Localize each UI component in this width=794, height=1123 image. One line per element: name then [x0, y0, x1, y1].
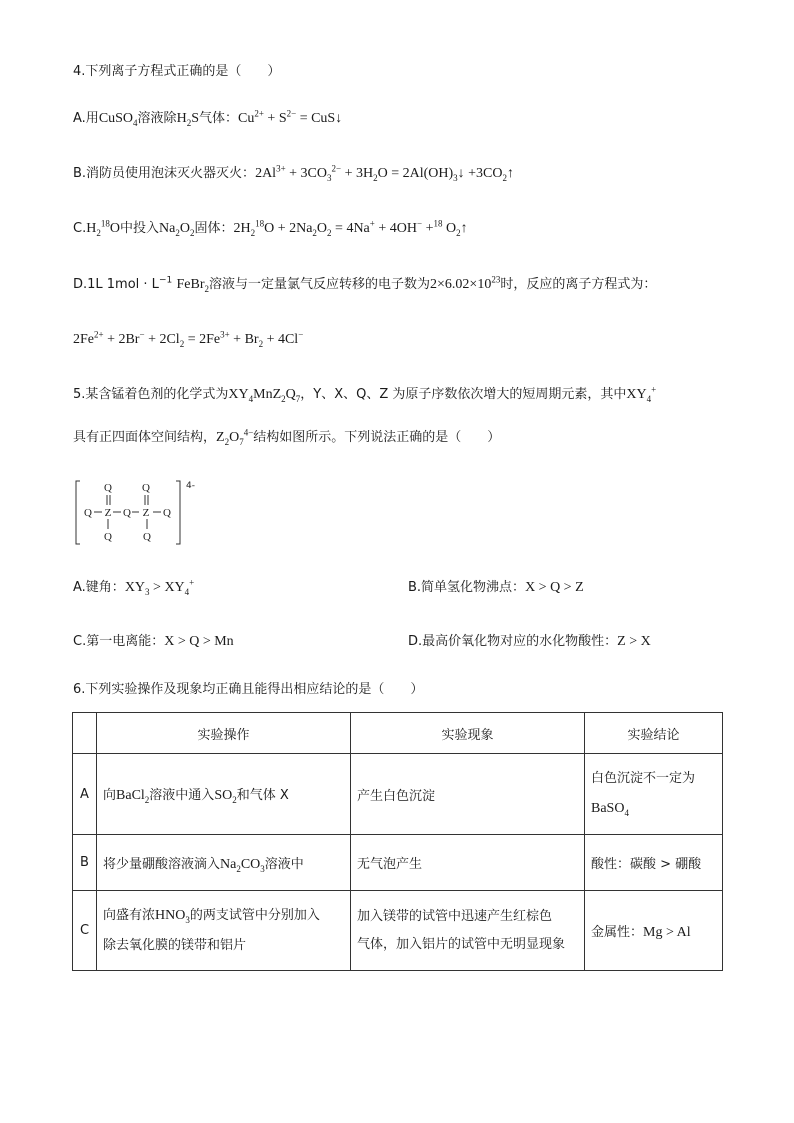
atom-q-bottom-right: Q — [143, 531, 151, 543]
table-row — [73, 754, 723, 835]
table-header-empty — [73, 713, 97, 754]
row-operation: 向BaCl$_2$溶液中通入$SO_2$和气体 X — [97, 754, 351, 835]
atom-q-bottom-left: Q — [104, 531, 112, 543]
q4-option-d: D.1L $1mol \cdot L^{-1}$ FeBr$_2$溶液与一定量氯气反应转移的电子数为$2\times 6.02\times 10^{23}$时，反应的离子方程式为： — [73, 274, 657, 294]
row-conclusion: 酸性：碳酸 > 硼酸 — [585, 835, 723, 891]
atom-q-top-right: Q — [142, 482, 150, 494]
table-header-conclusion: 实验结论 — [585, 713, 723, 754]
atom-q-left: Q — [84, 507, 92, 519]
table-row — [73, 835, 723, 891]
row-label: C — [73, 891, 97, 971]
q5-stem-line1: 5.某含锰着色剂的化学式为$XY_4MnZ_2Q_7$，Y、X、Q、Z 为原子序数依次增大的短周期元素，其中$XY_4^+$ — [73, 384, 657, 404]
z2q7-structure-diagram — [73, 478, 213, 548]
table-row — [73, 891, 723, 971]
row-phenomenon: 加入镁带的试管中迅速产生红棕色 气体，加入铝片的试管中无明显现象 — [351, 891, 585, 971]
q4-option-a: A.用CuSO$_4$溶液除$H_2S$气体：$Cu^{2+} + S^{2-}$ = CuS↓ — [73, 108, 343, 128]
q5-option-d: D.最高价氧化物对应的水化物酸性：Z > X — [408, 634, 651, 649]
row-label: A — [73, 754, 97, 835]
atom-q-top-left: Q — [104, 482, 112, 494]
table-header-row — [73, 713, 723, 754]
q5-option-c: C.第一电离能：X > Q > Mn — [73, 634, 234, 649]
atom-z-left: Z — [104, 507, 112, 519]
table-header-phenomenon: 实验现象 — [351, 713, 585, 754]
q4-option-b: B.消防员使用泡沫灭火器灭火：$2Al^{3+} + 3CO_3^{2-} + 3H_2O$ = $2Al(OH)_3↓$ $+3CO_2↑$ — [73, 163, 514, 183]
q4-option-d-equation: $2Fe^{2+} + 2Br^- + 2Cl_2 = 2Fe^{3+} + Br_2 + 4Cl^-$ — [73, 329, 304, 349]
row-conclusion: 白色沉淀不一定为 BaSO$_4$ — [585, 754, 723, 835]
q5-option-a: A.键角：$XY_3 > XY_4^+$ — [73, 577, 195, 597]
atom-q-bridge: Q — [123, 507, 131, 519]
q5-option-b: B.简单氢化物沸点：X > Q > Z — [408, 580, 584, 595]
q6-stem: 6.下列实验操作及现象均正确且能得出相应结论的是（ ） — [73, 682, 424, 697]
row-conclusion: 金属性：Mg > Al — [585, 891, 723, 971]
row-phenomenon: 产生白色沉淀 — [351, 754, 585, 835]
row-operation: 向盛有浓$HNO_3$的两支试管中分别加入 除去氧化膜的镁带和铝片 — [97, 891, 351, 971]
experiment-table — [72, 712, 723, 971]
row-phenomenon: 无气泡产生 — [351, 835, 585, 891]
q4-option-c: $C.H_2^{18}O$中投入$Na_2O_2$固体：$2H_2^{18}O + 2Na_2O_2 = 4Na^+ + 4OH^- +^{18}$ $O_2↑$ — [73, 218, 468, 238]
q4-stem: 4.下列离子方程式正确的是（ ） — [73, 64, 281, 79]
atom-z-right: Z — [142, 507, 150, 519]
row-operation: 将少量硼酸溶液滴入$Na_2CO_3$溶液中 — [97, 835, 351, 891]
q5-stem-line2: 具有正四面体空间结构，$Z_2O_7^{4-}$结构如图所示。下列说法正确的是（ ） — [73, 427, 501, 447]
atom-q-right: Q — [163, 507, 171, 519]
charge-label: 4- — [186, 481, 195, 491]
table-header-operation: 实验操作 — [97, 713, 351, 754]
row-label: B — [73, 835, 97, 891]
